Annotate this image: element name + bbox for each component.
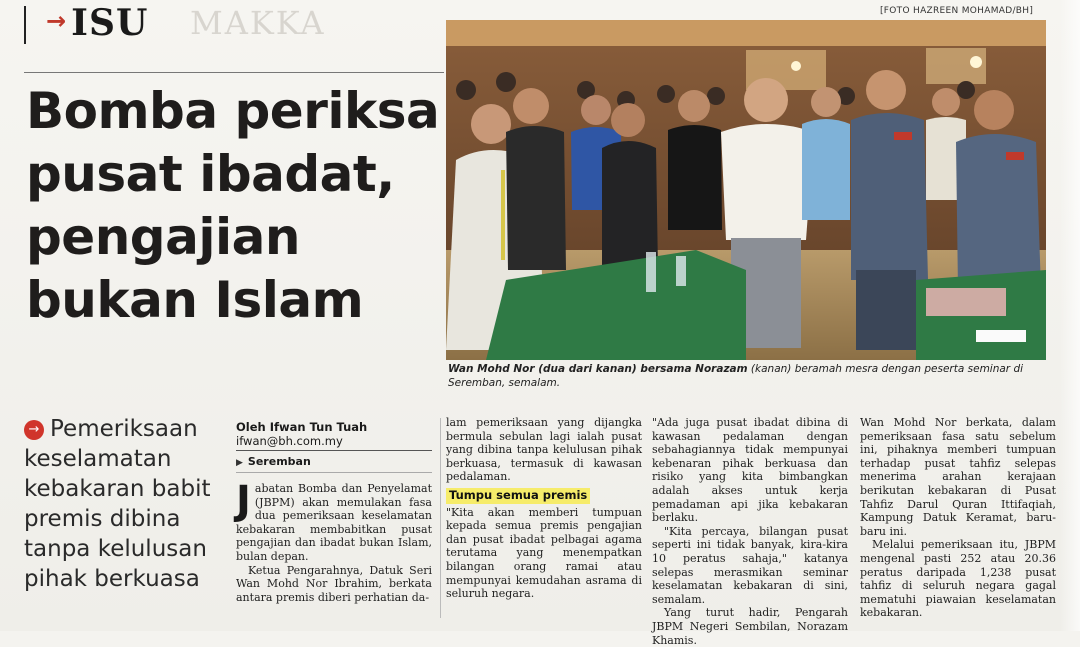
standfirst-text: Pemeriksaan keselamatan kebakaran babit premis dibina tanpa kelulusan pihak berkuasa bbox=[24, 416, 211, 592]
column-divider bbox=[440, 418, 441, 618]
byline-email[interactable]: ifwan@bh.com.my bbox=[236, 434, 343, 448]
byline-author: Oleh Ifwan Tun Tuah bbox=[236, 420, 368, 434]
paragraph: Melalui pemeriksaan itu, JBPM mengenal pasti 252 atau 20.36 peratus daripada 1,238 pusat tahfiz di seluruh negara gagal mematuhi piawaian keselamatan kebakaran. bbox=[860, 538, 1056, 620]
photo-credit: [FOTO HAZREEN MOHAMAD/BH] bbox=[880, 6, 1034, 16]
headline-line: bukan Islam bbox=[26, 271, 364, 329]
bleed-through-text: MAKKA bbox=[190, 4, 326, 42]
section-label: ISU bbox=[71, 2, 149, 44]
section-rule bbox=[24, 6, 26, 44]
flag-icon: ▶ bbox=[236, 458, 243, 468]
headline-line: pusat ibadat, bbox=[26, 145, 395, 203]
paragraph: lam pemeriksaan yang dijangka bermula sebulan lagi ialah pusat yang dibina tanpa kelulusan pihak berkuasa, termasuk di kawasan pedalaman. bbox=[446, 416, 642, 484]
photo-caption bbox=[448, 362, 1048, 390]
drop-cap: J bbox=[236, 478, 251, 524]
subheading: Tumpu semua premis bbox=[446, 488, 590, 504]
standfirst bbox=[24, 414, 214, 594]
paragraph: "Ada juga pusat ibadat dibina di kawasan pedalaman dengan sebahagiannya tidak mempunyai kebenaran pihak berkuasa dan risiko yang kita bimbangkan adalah akses untuk kerja pemadaman api jika kebakaran berlaku. bbox=[652, 416, 848, 525]
article-column-2 bbox=[446, 416, 642, 601]
caption-names: Wan Mohd Nor (dua dari kanan) bersama Norazam bbox=[448, 363, 748, 375]
dateline-place: Seremban bbox=[247, 455, 311, 468]
paragraph: "Kita percaya, bilangan pusat seperti ini tidak banyak, kira-kira 10 peratus sahaja," katanya selepas merasmikan seminar keselamatan kebakaran di sini, semalam. bbox=[652, 524, 848, 606]
paragraph: Wan Mohd Nor berkata, dalam pemeriksaan fasa satu sebelum ini, pihaknya memberi tumpuan terhadap pusat tahfiz selepas menerima arahan kerajaan berikutan kebakaran di Pusat Tahfiz Darul Quran Ittifaqiah, Kampung Datuk Keramat, baru-baru ini. bbox=[860, 416, 1056, 538]
article-column-1 bbox=[236, 478, 432, 604]
paragraph-text: abatan Bomba dan Penyelamat (JBPM) akan memulakan fasa dua pemeriksaan keselamatan kebakaran membabitkan pusat pengajian dan ibadat bukan Islam, bulan depan. bbox=[236, 482, 432, 563]
article-column-4 bbox=[860, 416, 1056, 620]
caption-text: (kanan) beramah mesra dengan peserta seminar di Seremban, semalam. bbox=[448, 363, 1024, 389]
headline-line: pengajian bbox=[26, 208, 300, 266]
paragraph: Ketua Pengarahnya, Datuk Seri Wan Mohd Nor Ibrahim, berkata antara premis diberi perhatian da- bbox=[236, 563, 432, 604]
headline bbox=[26, 80, 440, 332]
divider bbox=[24, 72, 444, 73]
paragraph: "Kita akan memberi tumpuan kepada semua premis pengajian dan pusat ibadat pelbagai agama terutama yang menempatkan bilangan orang ramai atau mempunyai kemudahan asrama di seluruh negara. bbox=[446, 505, 642, 601]
news-photo bbox=[446, 20, 1046, 360]
paragraph: Yang turut hadir, Pengarah JBPM Negeri Sembilan, Norazam Khamis. bbox=[652, 606, 848, 647]
headline-line: Bomba periksa bbox=[26, 82, 440, 140]
arrow-circle-icon: → bbox=[24, 420, 44, 440]
section-tag bbox=[46, 2, 148, 44]
paragraph bbox=[236, 478, 432, 564]
photo-illustration bbox=[446, 20, 1046, 360]
divider bbox=[236, 450, 432, 451]
page-edge-shading bbox=[1060, 0, 1080, 631]
divider bbox=[236, 472, 432, 473]
arrow-icon: → bbox=[46, 7, 68, 35]
dateline bbox=[236, 455, 311, 468]
article-column-3 bbox=[652, 416, 848, 647]
